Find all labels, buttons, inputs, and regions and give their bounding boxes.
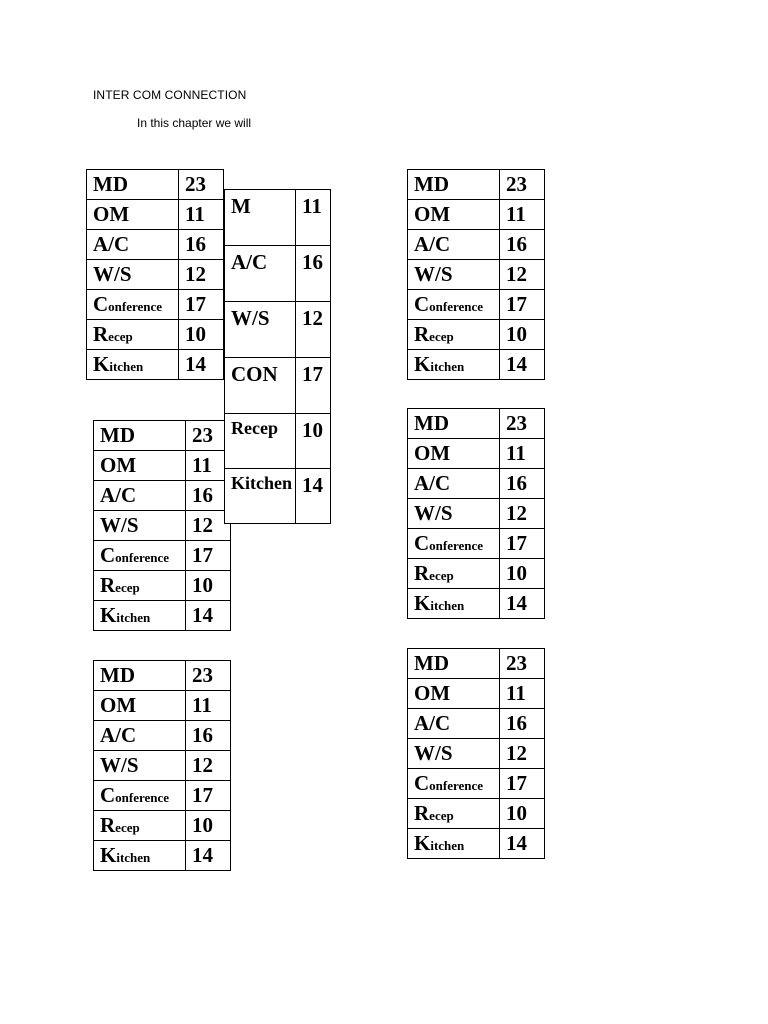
extension-name-rest: ecep xyxy=(115,580,140,595)
extension-name-initial: C xyxy=(414,292,430,316)
extension-name-initial: K xyxy=(414,591,431,615)
extension-name-initial: A/C xyxy=(414,711,451,735)
table-row xyxy=(87,260,224,290)
extension-number: 12 xyxy=(500,260,545,290)
extension-name xyxy=(408,829,500,859)
table-row xyxy=(408,230,545,260)
extension-name-rest: itchen xyxy=(430,838,465,853)
table-row xyxy=(408,739,545,769)
extension-number: 12 xyxy=(296,302,331,358)
extension-name-rest: onference xyxy=(429,778,484,793)
extension-table xyxy=(407,648,545,859)
table-row xyxy=(408,499,545,529)
extension-number: 10 xyxy=(500,320,545,350)
extension-name xyxy=(408,769,500,799)
extension-name xyxy=(408,709,500,739)
table-row xyxy=(94,541,231,571)
extension-name-rest: ecep xyxy=(115,820,140,835)
extension-name-initial: R xyxy=(100,813,116,837)
extension-number: 14 xyxy=(500,350,545,380)
extension-number: 14 xyxy=(186,841,231,871)
extension-name-initial: OM xyxy=(414,202,451,226)
extension-name: CON xyxy=(225,358,296,414)
extension-name xyxy=(94,691,186,721)
extension-name-rest: onference xyxy=(429,299,484,314)
extension-number: 23 xyxy=(500,409,545,439)
extension-name xyxy=(94,661,186,691)
extension-name-rest: ecep xyxy=(429,568,454,583)
extension-name xyxy=(408,320,500,350)
extension-name-initial: W/S xyxy=(100,513,139,537)
extension-name-initial: C xyxy=(414,771,430,795)
table-row xyxy=(94,601,231,631)
table-row xyxy=(87,320,224,350)
table-row xyxy=(225,469,331,524)
table-row xyxy=(94,571,231,601)
extension-name xyxy=(408,439,500,469)
extension-name xyxy=(94,601,186,631)
extension-name xyxy=(94,841,186,871)
extension-name xyxy=(408,469,500,499)
table-row xyxy=(94,721,231,751)
extension-name-rest: itchen xyxy=(116,610,151,625)
extension-name xyxy=(408,589,500,619)
table-row xyxy=(94,811,231,841)
extension-name-initial: MD xyxy=(414,172,449,196)
extension-name xyxy=(408,170,500,200)
extension-name xyxy=(408,649,500,679)
extension-name-initial: W/S xyxy=(414,262,453,286)
extension-number: 23 xyxy=(186,661,231,691)
extension-name-initial: R xyxy=(93,322,109,346)
extension-table xyxy=(93,660,231,871)
table-row xyxy=(225,190,331,246)
extension-name xyxy=(408,799,500,829)
extension-name xyxy=(408,290,500,320)
extension-name-initial: W/S xyxy=(414,741,453,765)
extension-name-initial: C xyxy=(93,292,109,316)
table-row xyxy=(408,409,545,439)
extension-table xyxy=(86,169,224,380)
extension-number: 16 xyxy=(186,481,231,511)
table-row xyxy=(94,751,231,781)
table-row xyxy=(225,358,331,414)
extension-name-initial: W/S xyxy=(100,753,139,777)
extension-number: 11 xyxy=(296,190,331,246)
extension-name: M xyxy=(225,190,296,246)
table-row xyxy=(225,246,331,302)
extension-name-initial: A/C xyxy=(414,471,451,495)
document-heading: INTER COM CONNECTION xyxy=(93,88,247,102)
extension-number: 16 xyxy=(186,721,231,751)
extension-name-initial: A/C xyxy=(414,232,451,256)
extension-name-initial: W/S xyxy=(93,262,132,286)
extension-name xyxy=(408,409,500,439)
extension-name xyxy=(87,320,179,350)
extension-name-initial: A/C xyxy=(93,232,130,256)
extension-name xyxy=(408,499,500,529)
extension-name-initial: MD xyxy=(414,411,449,435)
table-row xyxy=(94,511,231,541)
extension-name xyxy=(408,260,500,290)
extension-name-initial: OM xyxy=(414,681,451,705)
table-row xyxy=(408,290,545,320)
table-row xyxy=(408,260,545,290)
extension-name-rest: ecep xyxy=(429,329,454,344)
extension-name-initial: MD xyxy=(100,423,135,447)
table-row xyxy=(225,414,331,469)
extension-number: 17 xyxy=(500,529,545,559)
extension-name xyxy=(94,811,186,841)
table-row xyxy=(408,320,545,350)
extension-name xyxy=(408,350,500,380)
extension-name-rest: onference xyxy=(115,550,170,565)
extension-name-rest: itchen xyxy=(430,359,465,374)
extension-name xyxy=(94,781,186,811)
extension-name xyxy=(94,421,186,451)
table-row xyxy=(87,230,224,260)
table-row xyxy=(94,421,231,451)
extension-name xyxy=(94,511,186,541)
extension-number: 11 xyxy=(186,691,231,721)
extension-number: 17 xyxy=(500,290,545,320)
extension-name-initial: R xyxy=(414,561,430,585)
extension-name-initial: K xyxy=(414,352,431,376)
extension-name-initial: R xyxy=(100,573,116,597)
extension-number: 10 xyxy=(179,320,224,350)
extension-name-initial: C xyxy=(100,783,116,807)
extension-number: 11 xyxy=(500,200,545,230)
extension-name-initial: MD xyxy=(93,172,128,196)
extension-number: 10 xyxy=(186,571,231,601)
extension-number: 14 xyxy=(186,601,231,631)
extension-name xyxy=(94,481,186,511)
extension-name-rest: onference xyxy=(108,299,163,314)
table-row xyxy=(408,799,545,829)
extension-name-initial: OM xyxy=(100,453,137,477)
extension-name xyxy=(94,451,186,481)
extension-name-initial: K xyxy=(100,843,117,867)
extension-name: Kitchen xyxy=(225,469,296,524)
extension-number: 12 xyxy=(500,739,545,769)
extension-name-rest: itchen xyxy=(109,359,144,374)
extension-number: 17 xyxy=(179,290,224,320)
extension-name-initial: R xyxy=(414,801,430,825)
table-row xyxy=(408,529,545,559)
extension-name-initial: K xyxy=(93,352,110,376)
extension-name-initial: K xyxy=(414,831,431,855)
extension-number: 11 xyxy=(500,439,545,469)
extension-name xyxy=(408,739,500,769)
extension-number: 10 xyxy=(186,811,231,841)
extension-name-initial: A/C xyxy=(100,723,137,747)
table-row xyxy=(87,290,224,320)
extension-number: 11 xyxy=(186,451,231,481)
extension-number: 14 xyxy=(179,350,224,380)
extension-name: W/S xyxy=(225,302,296,358)
extension-name xyxy=(408,230,500,260)
extension-name-rest: ecep xyxy=(108,329,133,344)
extension-number: 12 xyxy=(186,511,231,541)
table-row xyxy=(408,769,545,799)
extension-name xyxy=(87,260,179,290)
table-row xyxy=(408,350,545,380)
table-row xyxy=(408,469,545,499)
extension-name xyxy=(87,230,179,260)
extension-number: 10 xyxy=(500,559,545,589)
extension-number: 14 xyxy=(500,829,545,859)
extension-name-rest: onference xyxy=(429,538,484,553)
extension-name-rest: itchen xyxy=(116,850,151,865)
extension-name-initial: W/S xyxy=(414,501,453,525)
extension-number: 17 xyxy=(186,781,231,811)
table-row xyxy=(408,709,545,739)
extension-name-initial: OM xyxy=(93,202,130,226)
table-row xyxy=(408,559,545,589)
extension-name-initial: MD xyxy=(414,651,449,675)
extension-name xyxy=(94,751,186,781)
narrow-extension-table xyxy=(224,189,331,524)
table-row xyxy=(408,679,545,709)
extension-name-rest: itchen xyxy=(430,598,465,613)
extension-number: 16 xyxy=(500,230,545,260)
table-row xyxy=(408,439,545,469)
extension-number: 23 xyxy=(500,649,545,679)
extension-number: 12 xyxy=(179,260,224,290)
extension-number: 17 xyxy=(500,769,545,799)
table-row xyxy=(408,200,545,230)
table-row xyxy=(94,451,231,481)
extension-name xyxy=(408,679,500,709)
extension-name-initial: OM xyxy=(100,693,137,717)
extension-name: Recep xyxy=(225,414,296,469)
extension-name xyxy=(87,170,179,200)
extension-name-rest: ecep xyxy=(429,808,454,823)
extension-name xyxy=(87,290,179,320)
table-row xyxy=(94,781,231,811)
intro-text: In this chapter we will xyxy=(137,116,252,130)
extension-number: 23 xyxy=(500,170,545,200)
extension-name xyxy=(87,350,179,380)
extension-number: 12 xyxy=(500,499,545,529)
table-row xyxy=(408,589,545,619)
table-row xyxy=(225,302,331,358)
extension-name-initial: C xyxy=(100,543,116,567)
extension-number: 16 xyxy=(500,469,545,499)
table-row xyxy=(94,661,231,691)
table-row xyxy=(94,691,231,721)
extension-name xyxy=(408,559,500,589)
extension-number: 14 xyxy=(296,469,331,524)
table-row xyxy=(87,170,224,200)
extension-number: 10 xyxy=(500,799,545,829)
extension-name xyxy=(94,571,186,601)
extension-name xyxy=(94,721,186,751)
extension-number: 23 xyxy=(179,170,224,200)
table-row xyxy=(94,481,231,511)
extension-number: 17 xyxy=(296,358,331,414)
extension-name xyxy=(87,200,179,230)
extension-number: 11 xyxy=(500,679,545,709)
extension-number: 16 xyxy=(296,246,331,302)
extension-name xyxy=(408,200,500,230)
extension-name-initial: K xyxy=(100,603,117,627)
table-row xyxy=(408,649,545,679)
extension-number: 17 xyxy=(186,541,231,571)
extension-number: 12 xyxy=(186,751,231,781)
extension-number: 16 xyxy=(500,709,545,739)
table-row xyxy=(408,170,545,200)
extension-name-initial: OM xyxy=(414,441,451,465)
extension-table xyxy=(407,169,545,380)
table-row xyxy=(87,350,224,380)
extension-name: A/C xyxy=(225,246,296,302)
extension-table xyxy=(93,420,231,631)
extension-number: 23 xyxy=(186,421,231,451)
extension-number: 16 xyxy=(179,230,224,260)
extension-name xyxy=(408,529,500,559)
table-row xyxy=(408,829,545,859)
extension-name-initial: MD xyxy=(100,663,135,687)
extension-name-initial: A/C xyxy=(100,483,137,507)
extension-number: 10 xyxy=(296,414,331,469)
extension-number: 14 xyxy=(500,589,545,619)
extension-number: 11 xyxy=(179,200,224,230)
table-row xyxy=(94,841,231,871)
extension-name-rest: onference xyxy=(115,790,170,805)
extension-name xyxy=(94,541,186,571)
extension-name-initial: R xyxy=(414,322,430,346)
extension-name-initial: C xyxy=(414,531,430,555)
extension-table xyxy=(407,408,545,619)
table-row xyxy=(87,200,224,230)
